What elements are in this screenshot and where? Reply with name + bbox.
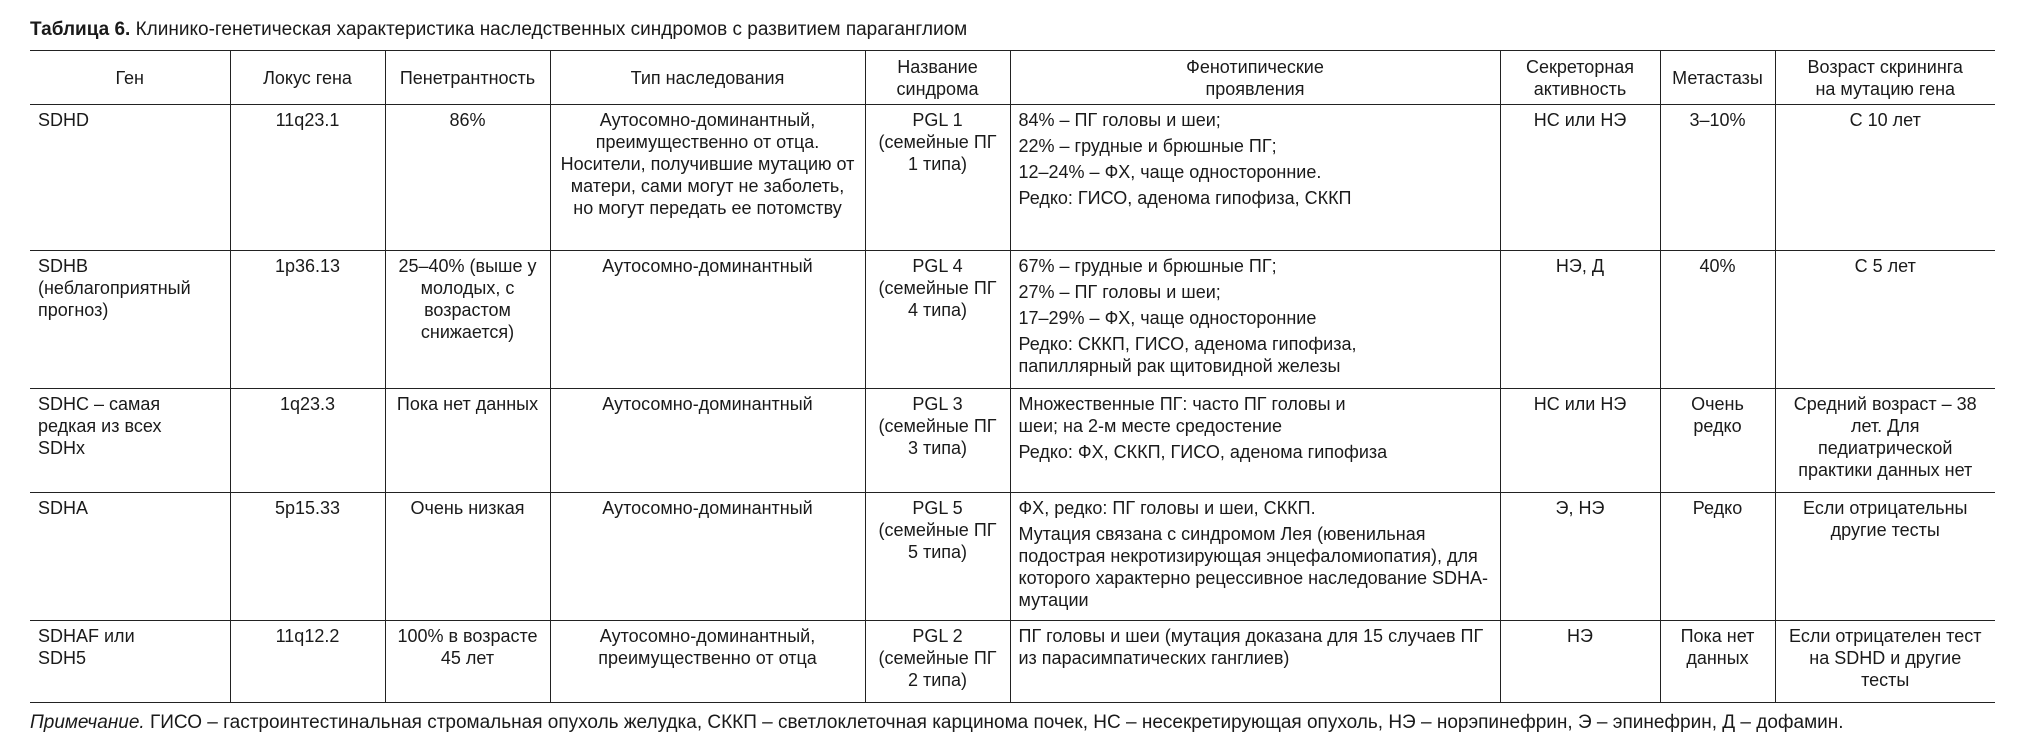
cell-gene: SDHA — [38, 498, 89, 518]
cell-penetrance: Очень низкая — [385, 493, 550, 621]
phenotype-line: 67% – грудные и брюшные ПГ; — [1018, 256, 1277, 276]
header-syndrome: Название синдрома — [865, 51, 1010, 105]
cell-locus: 1p36.13 — [230, 251, 385, 389]
cell-secretion: НС или НЭ — [1500, 105, 1660, 251]
cell-screening-age: Если отрицателен тест на SDHD и другие тесты — [1775, 621, 1995, 703]
header-screening-age: Возраст скрининга на мутацию гена — [1775, 51, 1995, 105]
cell-secretion: НЭ — [1500, 621, 1660, 703]
phenotype-line: 84% – ПГ головы и шеи; — [1018, 110, 1221, 130]
phenotype-line: 12–24% – ФХ, чаще односторонние. — [1018, 162, 1322, 182]
cell-screening-age: Средний возраст – 38 лет. Для педиатрической практики данных нет — [1775, 389, 1995, 493]
cell-phenotype — [1010, 493, 1500, 621]
cell-metastases: 3–10% — [1660, 105, 1775, 251]
cell-inheritance: Аутосомно-доминантный, преимущественно от отца. Носители, получившие мутацию от матери, сами могут не заболеть, но могут передать ее потомству — [550, 105, 865, 251]
header-penetrance: Пенетрантность — [385, 51, 550, 105]
cell-screening-age: С 5 лет — [1775, 251, 1995, 389]
table-caption — [30, 18, 1995, 50]
cell-inheritance: Аутосомно-доминантный — [550, 251, 865, 389]
cell-penetrance: 25–40% (выше у молодых, с возрастом снижается) — [385, 251, 550, 389]
cell-metastases: Пока нет данных — [1660, 621, 1775, 703]
cell-screening-age: Если отрицательны другие тесты — [1775, 493, 1995, 621]
phenotype-line: Редко: СККП, ГИСО, аденома гипофиза, папиллярный рак щитовидной железы — [1018, 334, 1357, 376]
header-phenotype: Фенотипические проявления — [1010, 51, 1500, 105]
caption-label: Таблица 6. — [30, 19, 131, 40]
cell-secretion: НЭ, Д — [1500, 251, 1660, 389]
cell-phenotype — [1010, 621, 1500, 703]
table-row — [30, 389, 1995, 493]
cell-phenotype — [1010, 389, 1500, 493]
cell-syndrome: PGL 1 (семейные ПГ 1 типа) — [865, 105, 1010, 251]
cell-locus: 1q23.3 — [230, 389, 385, 493]
phenotype-line: ФХ, редко: ПГ головы и шеи, СККП. — [1018, 498, 1316, 518]
syndromes-table — [30, 50, 1995, 703]
header-secretion: Секреторная активность — [1500, 51, 1660, 105]
cell-syndrome: PGL 2 (семейные ПГ 2 типа) — [865, 621, 1010, 703]
phenotype-line: ПГ головы и шеи (мутация доказана для 15 случаев ПГ из парасимпатических ганглиев) — [1018, 626, 1484, 668]
cell-phenotype — [1010, 105, 1500, 251]
header-inheritance: Тип наследования — [550, 51, 865, 105]
cell-secretion: НС или НЭ — [1500, 389, 1660, 493]
table-row — [30, 251, 1995, 389]
cell-gene: SDHB (неблагоприятный прогноз) — [38, 256, 191, 320]
phenotype-line: 22% – грудные и брюшные ПГ; — [1018, 136, 1277, 156]
cell-secretion: Э, НЭ — [1500, 493, 1660, 621]
cell-locus: 11q12.2 — [230, 621, 385, 703]
cell-inheritance: Аутосомно-доминантный — [550, 493, 865, 621]
phenotype-line: Мутация связана с синдромом Лея (ювенильная подострая некротизирующая энцефаломиопатия), для которого характерно рецессивное наследование SDHA-мутации — [1018, 524, 1489, 610]
cell-penetrance: 86% — [385, 105, 550, 251]
cell-phenotype — [1010, 251, 1500, 389]
cell-syndrome: PGL 5 (семейные ПГ 5 типа) — [865, 493, 1010, 621]
header-metastases: Метастазы — [1660, 51, 1775, 105]
caption-text: Клинико-генетическая характеристика наследственных синдромов с развитием параганглиом — [130, 19, 968, 40]
cell-syndrome: PGL 3 (семейные ПГ 3 типа) — [865, 389, 1010, 493]
phenotype-line: Редко: ФХ, СККП, ГИСО, аденома гипофиза — [1018, 442, 1388, 462]
cell-inheritance: Аутосомно-доминантный, преимущественно от отца — [550, 621, 865, 703]
cell-penetrance: 100% в возрасте 45 лет — [385, 621, 550, 703]
cell-penetrance: Пока нет данных — [385, 389, 550, 493]
cell-gene: SDHAF или SDH5 — [38, 626, 135, 668]
cell-gene: SDHD — [38, 110, 90, 130]
phenotype-line: 17–29% – ФХ, чаще односторонние — [1018, 308, 1317, 328]
header-gene: Ген — [115, 67, 144, 88]
cell-metastases: 40% — [1660, 251, 1775, 389]
cell-syndrome: PGL 4 (семейные ПГ 4 типа) — [865, 251, 1010, 389]
table-row — [30, 621, 1995, 703]
phenotype-line: Множественные ПГ: часто ПГ головы и шеи; на 2-м месте средостение — [1018, 394, 1346, 436]
header-locus: Локус гена — [230, 51, 385, 105]
phenotype-line: 27% – ПГ головы и шеи; — [1018, 282, 1221, 302]
cell-inheritance: Аутосомно-доминантный — [550, 389, 865, 493]
cell-metastases: Очень редко — [1660, 389, 1775, 493]
note-text: ГИСО – гастроинтестинальная стромальная опухоль желудка, СККП – светлоклеточная карцинома почек, НС – несекретирующая опухоль, НЭ – норэпинефрин, Э – эпинефрин, Д – дофамин. — [144, 712, 1844, 733]
table-row — [30, 105, 1995, 251]
note-label: Примечание. — [30, 712, 145, 733]
cell-metastases: Редко — [1660, 493, 1775, 621]
cell-locus: 11q23.1 — [230, 105, 385, 251]
cell-gene: SDHC – самая редкая из всех SDHx — [38, 394, 162, 458]
header-row — [30, 51, 1995, 105]
table-row — [30, 493, 1995, 621]
phenotype-line: Редко: ГИСО, аденома гипофиза, СККП — [1018, 188, 1352, 208]
table-note — [30, 711, 1995, 735]
cell-locus: 5p15.33 — [230, 493, 385, 621]
cell-screening-age: С 10 лет — [1775, 105, 1995, 251]
